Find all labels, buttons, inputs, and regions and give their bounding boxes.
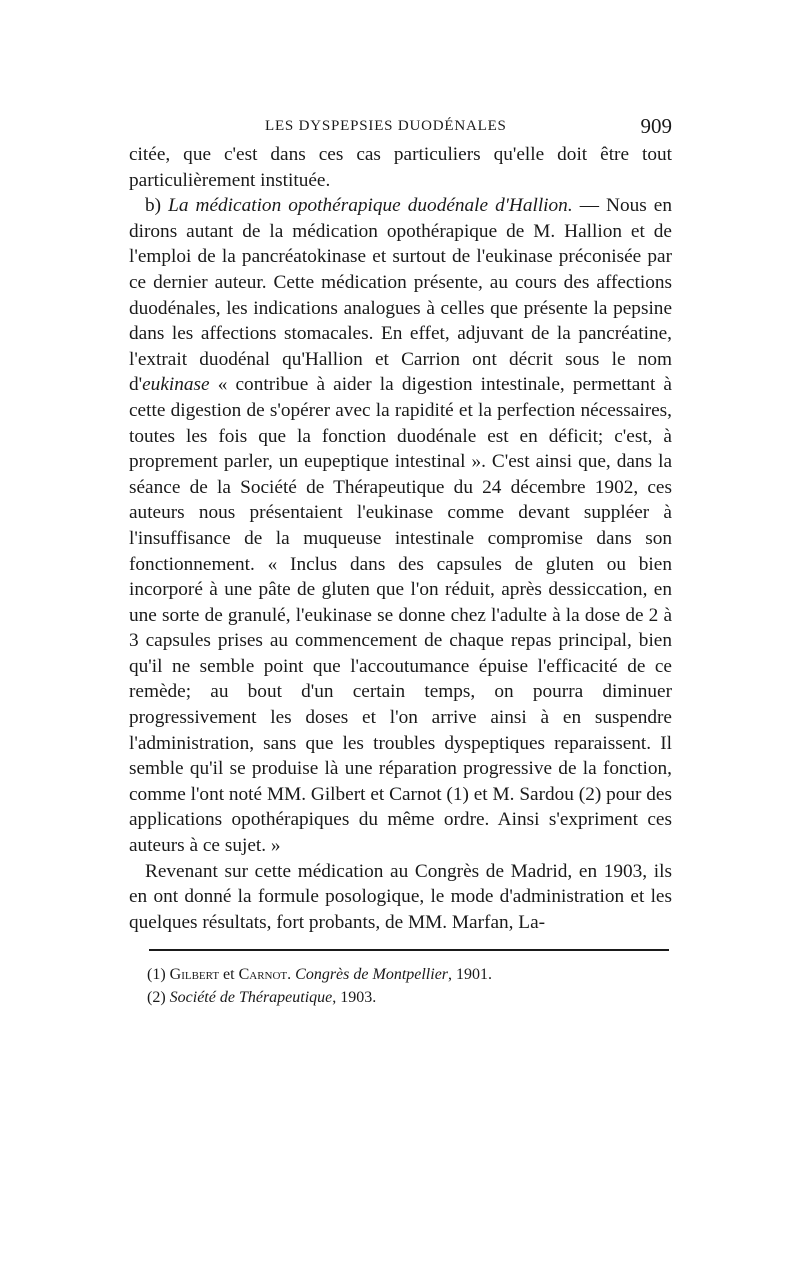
footnote-separator: . <box>287 966 296 984</box>
emphasis-term: eukinase <box>142 374 210 396</box>
footnote <box>147 986 672 1009</box>
paragraph <box>129 193 672 858</box>
footnote <box>147 963 672 986</box>
page-number: 909 <box>640 114 672 138</box>
section-marker: b) <box>145 195 162 217</box>
footnote-rule <box>149 949 669 951</box>
footnote-author: Carnot <box>238 966 288 984</box>
section-lead-title: La médication opothérapique duodénale d'Hallion. <box>168 195 573 217</box>
paragraph-text: citée, que c'est dans ces cas particuliers qu'elle doit être tout particulièrement instituée. <box>129 144 672 191</box>
footnote-year: , 1901. <box>448 966 493 984</box>
footnote-author: Gilbert <box>169 966 220 984</box>
footnote-marker: (1) <box>147 966 166 984</box>
paragraph <box>129 859 672 936</box>
paragraph-text: Revenant sur cette médication au Congrès de Madrid, en 1903, ils en ont donné la formule posologique, le mode d'administration et les quelques résultats, fort probants, de MM. Marfan, La- <box>129 860 672 933</box>
body-text <box>129 142 672 935</box>
paragraph <box>129 142 672 193</box>
page-header <box>129 112 672 142</box>
footnote-marker: (2) <box>147 989 166 1007</box>
footnote-conjunction: et <box>219 966 239 984</box>
footnote-source: Société de Thérapeutique <box>169 989 333 1007</box>
paragraph-text-continued: « contribue à aider la digestion intestinale, permettant à cette digestion de s'opérer avec la rapidité et la perfection nécessaires, toutes les fois que la fonction duodénale est en déficit; c'est, à proprement parler, un eupeptique intestinal ». C'est ainsi que, dans la séance de la Société de Thérapeutique du 24 décembre 1902, ces auteurs nous présentaient l'eukinase comme devant suppléer à l'insuffisance de la muqueuse intestinale compromise dans son fonctionnement. « Inclus dans des capsules de gluten ou bien incorporé à une pâte de gluten que l'on réduit, après dessiccation, en une sorte de granulé, l'eukinase se donne chez l'adulte à la dose de 2 à 3 capsules prises au commencement de chaque repas principal, bien qu'il ne semble point que l'accoutumance épuise l'efficacité de ce remède; au bout d'un certain temps, on pourra diminuer progressivement les doses et l'on arrive ainsi à en suspendre l'administration, sans que les troubles dyspeptiques reparaissent. Il semble qu'il se produise là une réparation progressive de la fonction, comme l'ont noté MM. Gilbert et Carnot (1) et M. Sardou (2) pour des applications opothérapiques du même ordre. Ainsi s'expriment ces auteurs à ce sujet. » <box>129 374 672 857</box>
footnote-year: , 1903. <box>332 989 377 1007</box>
footnotes <box>147 963 672 1009</box>
book-page <box>129 112 672 1009</box>
footnote-source: Congrès de Montpellier <box>295 966 449 984</box>
paragraph-text: — Nous en dirons autant de la médication opothérapique de M. Hallion et de l'emploi de la pancréatokinase et surtout de l'eukinase préconisée par ce dernier auteur. Cette médication présente, au cours des affections duodénales, les indications analogues à celles que présente la pepsine dans les affections stomacales. En effet, adjuvant de la pancréatine, l'extrait duodénal qu'Hallion et Carrion ont décrit sous le nom d' <box>129 195 672 396</box>
running-title: LES DYSPEPSIES DUODÉNALES <box>265 118 507 134</box>
